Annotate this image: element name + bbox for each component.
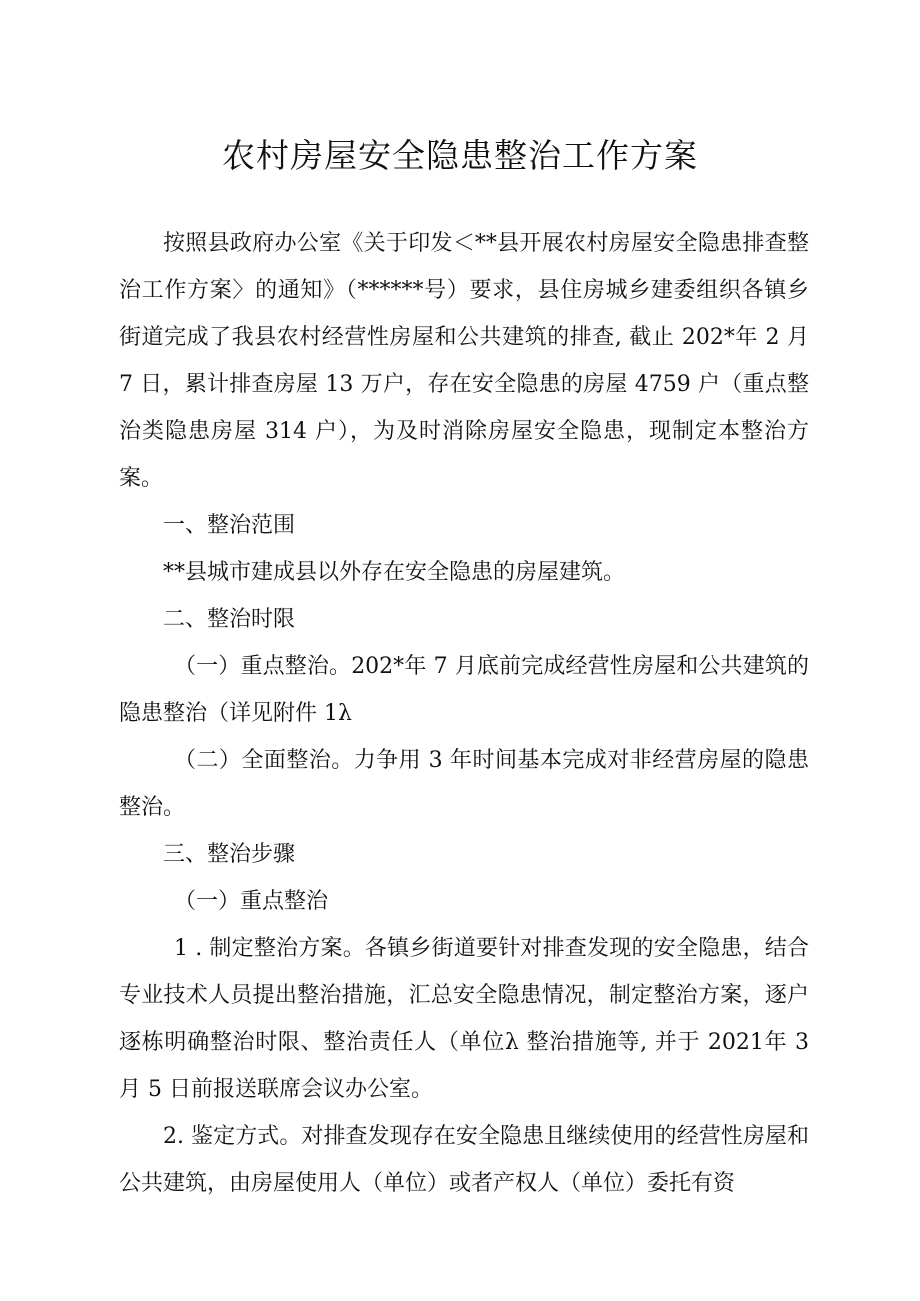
section-heading-scope: 一、整治范围 [163,513,296,538]
section-heading-timeline: 二、整治时限 [163,607,296,632]
timeline-key-paragraph: （一）重点整治。202*年 7 月底前完成经营性房屋和公共建筑的隐患整治（详见附件 1λ [119,654,809,726]
document-title: 农村房屋安全隐患整治工作方案 [222,136,698,175]
scope-paragraph: **县城市建成县以外存在安全隐患的房屋建筑。 [163,560,626,585]
document-body [119,220,809,1207]
intro-paragraph: 按照县政府办公室《关于印发＜**县开展农村房屋安全隐患排查整治工作方案〉的通知》（******号）要求，县住房城乡建委组织各镇乡街道完成了我县农村经营性房屋和公共建筑的排查, 截止 202*年 2 月 7 日，累计排查房屋 13 万户，存在安全隐患的房屋 4759 户（重点整治类隐患房屋 314 户），为及时消除房屋安全隐患，现制定本整治方案。 [119,231,809,491]
step-1-paragraph: 1 . 制定整治方案。各镇乡街道要针对排查发现的安全隐患，结合专业技术人员提出整治措施，汇总安全隐患情况，制定整治方案，逐户逐栋明确整治时限、整治责任人（单位λ 整治措施等, 并于 2021年 3 月 5 日前报送联席会议办公室。 [119,936,809,1102]
subsection-heading-key: （一）重点整治 [174,889,329,914]
section-heading-steps: 三、整治步骤 [163,842,296,867]
timeline-full-paragraph: （二）全面整治。力争用 3 年时间基本完成对非经营房屋的隐患整治。 [119,748,809,820]
step-2-paragraph: 2. 鉴定方式。对排查发现存在安全隐患且继续使用的经营性房屋和公共建筑，由房屋使用人（单位）或者产权人（单位）委托有资 [119,1124,809,1196]
